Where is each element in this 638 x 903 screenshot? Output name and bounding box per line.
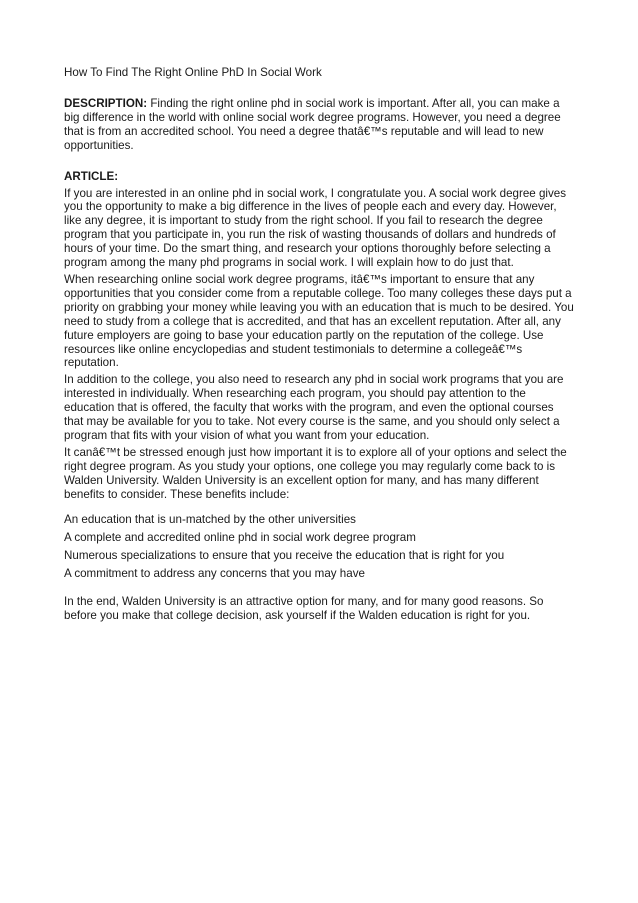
closing-paragraph: In the end, Walden University is an attractive option for many, and for many good reasons. So before you make that college decision, ask yourself if the Walden education is right for you. [64,595,544,623]
description-section [64,97,576,153]
list-item: A complete and accredited online phd in social work degree program [64,531,416,545]
description-text: Finding the right online phd in social work is important. After all, you can make a big difference in the world with online social work degree programs. However, you need a degree that is from an accredited school. You need a degree thatâ€™s reputable and will lead to new opportunities. [64,97,561,152]
list-item: An education that is un-matched by the other universities [64,513,356,527]
article-paragraph: When researching online social work degree programs, itâ€™s important to ensure that any opportunities that you consider come from a reputable college. Too many colleges these days put a priority on grabbing your money while leaving you with an education that is much to be desired. You need to study from a college that is accredited, and that has an excellent reputation. After all, any future employers are going to base your education partly on the reputation of the college. Use resources like online encyclopedias and student testimonials to determine a collegeâ€™s reputation. [64,272,574,370]
article-label: ARTICLE: [64,169,119,183]
list-item: A commitment to address any concerns that you may have [64,567,365,581]
article-paragraph: If you are interested in an online phd in social work, I congratulate you. A social work degree gives you the opportunity to make a big difference in the lives of people each and every day. However, like any degree, it is important to study from the right school. If you fail to research the degree program that you participate in, you run the risk of wasting thousands of dollars and hundreds of hours of your time. Do the smart thing, and research your options thoroughly before selecting a program among the many phd programs in social work. I will explain how to do just that. [64,186,567,270]
list-item: Numerous specializations to ensure that you receive the education that is right for you [64,549,505,563]
article-section [64,170,576,624]
description-label: DESCRIPTION: [64,97,148,110]
benefits-list [64,513,576,581]
article-paragraph: It canâ€™t be stressed enough just how important it is to explore all of your options and select the right degree program. As you study your options, one college you may regularly come back to is Walden University. Walden University is an excellent option for many, and has many different benefits to consider. These benefits include: [64,445,567,501]
article-paragraph: In addition to the college, you also need to research any phd in social work programs that you are interested in individually. When researching each program, you should pay attention to the education that is offered, the faculty that works with the program, and even the optional courses that may be available for you to take. Not every course is the same, and you should only select a program that fits with your vision of what you want from your education. [64,373,564,442]
document-title: How To Find The Right Online PhD In Social Work [64,66,322,79]
